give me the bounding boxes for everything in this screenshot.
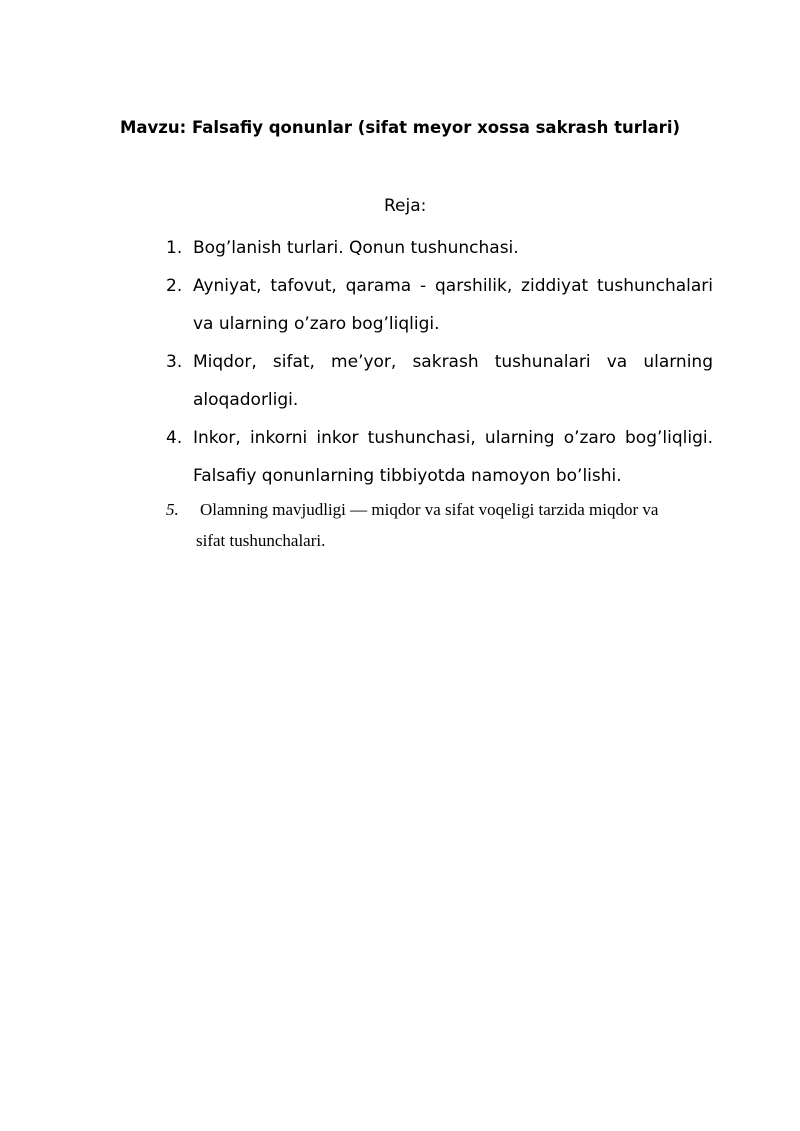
plan-item-4 [166, 419, 713, 495]
plan-item-3 [166, 343, 713, 419]
plan-item-text: Bog’lanish turlari. Qonun tushunchasi. [193, 238, 519, 258]
plan-list [166, 229, 713, 495]
plan-item-2 [166, 267, 713, 343]
plan-item-text [193, 419, 713, 495]
plan-item-number: 5. [166, 500, 179, 519]
plan-item-text [193, 267, 713, 343]
plan-item-number: 2. [166, 276, 183, 296]
plan-item-line: Inkor, inkorni inkor tushunchasi, ularning o’zaro bog’liqligi. [193, 428, 713, 448]
plan-item-line: Ayniyat, tafovut, qarama - qarshilik, ziddiyat tushunchalari [193, 276, 713, 296]
plan-item-5-row [166, 496, 711, 524]
plan-item-line: Miqdor, sifat, me’yor, sakrash tushunalari va ularning [193, 352, 713, 372]
document-title: Mavzu: Falsafiy qonunlar (sifat meyor xossa sakrash turlari) [119, 118, 681, 137]
plan-item-number: 3. [166, 352, 183, 372]
plan-item-line: Falsafiy qonunlarning tibbiyotda namoyon bo’lishi. [193, 466, 622, 486]
plan-item-5 [166, 496, 711, 558]
plan-item-number: 4. [166, 428, 183, 448]
plan-item-line: Olamning mavjudligi — miqdor va sifat voqeligi tarzida miqdor va [200, 500, 659, 519]
plan-item-number: 1. [166, 238, 183, 258]
plan-item-line: aloqadorligi. [193, 390, 299, 410]
plan-item-text [193, 343, 713, 419]
plan-heading: Reja: [384, 196, 427, 216]
plan-item-line: sifat tushunchalari. [196, 531, 326, 550]
plan-item-1 [166, 229, 713, 267]
plan-item-line: va ularning o’zaro bog’liqligi. [193, 314, 440, 334]
